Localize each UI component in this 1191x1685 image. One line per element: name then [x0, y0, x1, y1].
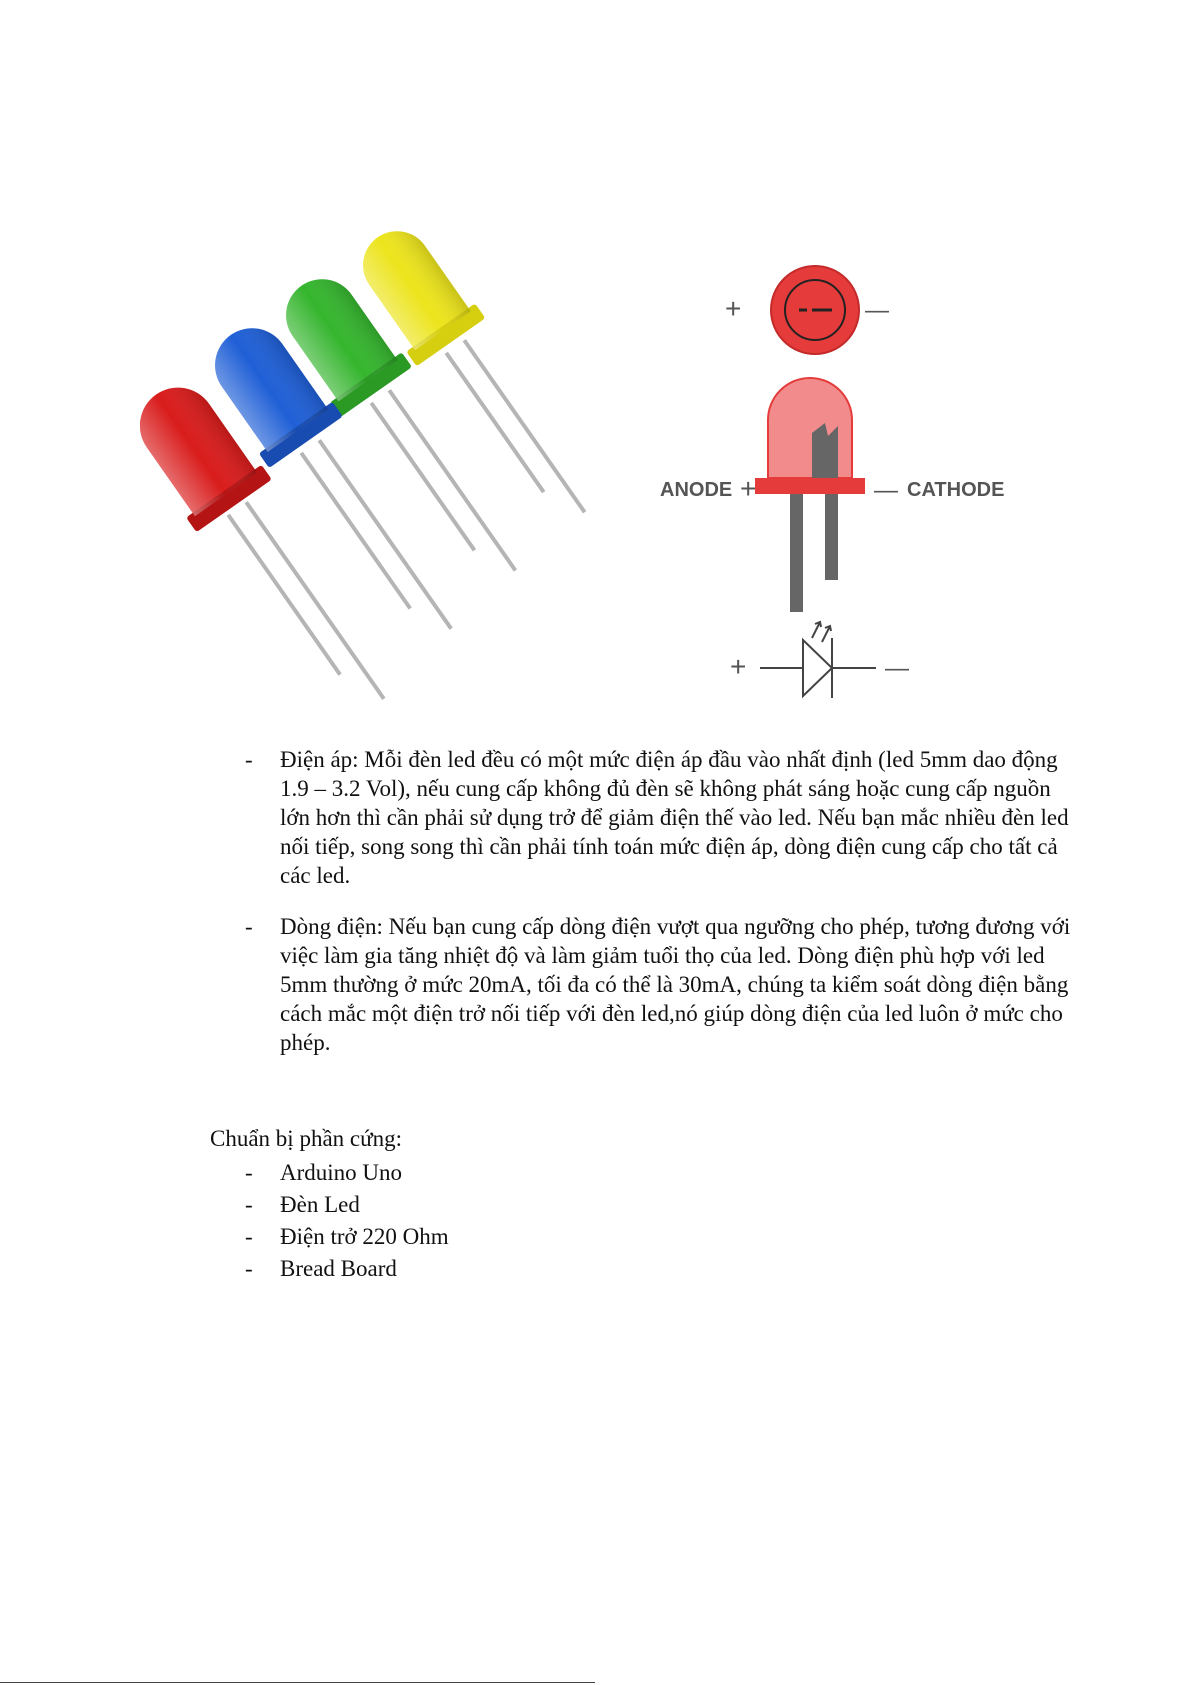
current-bullet	[245, 912, 1075, 1057]
bullet-dash: -	[245, 1160, 253, 1185]
voltage-text: Điện áp: Mỗi đèn led đều có một mức điện áp đầu vào nhất định (led 5mm dao động 1.9 – 3.2 Vol), nếu cung cấp không đủ đèn sẽ không phát sáng hoặc cung cấp nguồn lớn hơn thì cần phải sử dụng trở để giảm điện thế vào led. Nếu bạn mắc nhiều đèn led nối tiếp, song song thì cần phải tính toán mức điện áp, dòng điện cung cấp cho tất cả các led.	[280, 747, 1069, 888]
anode-plus-symbol: +	[740, 473, 757, 504]
hardware-item-text: Bread Board	[280, 1256, 397, 1281]
anode-label: ANODE	[660, 479, 733, 501]
cathode-minus-symbol: —	[874, 477, 898, 504]
hardware-item-arduino	[245, 1157, 449, 1189]
hardware-heading: Chuẩn bị phần cứng:	[210, 1126, 402, 1151]
bullet-dash: -	[245, 1224, 253, 1249]
top-plus-symbol: +	[725, 293, 742, 324]
colored-led-photo-icon	[140, 228, 640, 723]
hardware-item-text: Đèn Led	[280, 1192, 360, 1217]
hardware-item-text: Điện trở 220 Ohm	[280, 1224, 449, 1249]
hardware-list	[245, 1157, 449, 1285]
hardware-item-breadboard	[245, 1253, 449, 1285]
led-side-view	[768, 378, 852, 478]
cathode-label: CATHODE	[907, 479, 1005, 501]
bullet-dash: -	[245, 1192, 253, 1217]
hardware-item-text: Arduino Uno	[280, 1160, 403, 1185]
top-minus-symbol: —	[865, 297, 889, 324]
schematic-minus-symbol: —	[885, 655, 909, 682]
led-specs-list	[245, 745, 1075, 1079]
bullet-dash: -	[245, 1256, 253, 1281]
bullet-dash: -	[245, 914, 253, 939]
hardware-item-led	[245, 1189, 449, 1221]
footer-divider	[0, 1682, 595, 1683]
led-pinout-diagram	[660, 228, 1060, 723]
led-schematic-symbol	[760, 622, 876, 698]
led-figure	[140, 228, 1060, 723]
schematic-plus-symbol: +	[730, 651, 747, 682]
voltage-bullet	[245, 745, 1075, 890]
bullet-dash: -	[245, 747, 253, 772]
current-text: Dòng điện: Nếu bạn cung cấp dòng điện vượt qua ngưỡng cho phép, tương đương với việc làm gia tăng nhiệt độ và làm giảm tuổi thọ của led. Dòng điện phù hợp với led 5mm thường ở mức 20mA, tối đa có thể là 30mA, chúng ta kiểm soát dòng điện bằng cách mắc một điện trở nối tiếp với đèn led,nó giúp dòng điện của led luôn ở mức cho phép.	[280, 914, 1071, 1055]
hardware-item-resistor	[245, 1221, 449, 1253]
